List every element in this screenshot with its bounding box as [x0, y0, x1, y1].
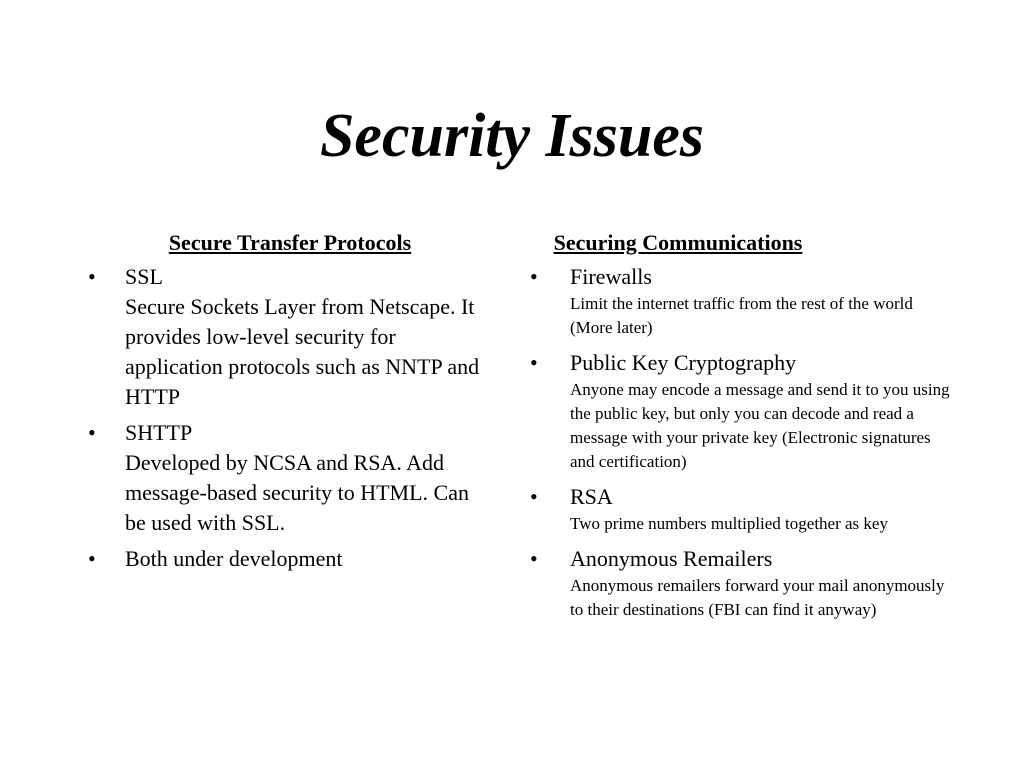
list-item-anonymous-remailers	[530, 544, 950, 622]
item-title: Firewalls	[570, 264, 652, 289]
item-title: Public Key Cryptography	[570, 350, 797, 375]
item-description: Anyone may encode a message and send it to you using the public key, but only you can decode and read a message with your private key (Electronic signatures and certification)	[570, 380, 950, 471]
item-title: RSA	[570, 484, 613, 509]
right-column-heading: Securing Communications	[553, 230, 803, 255]
item-description: Limit the internet traffic from the rest of the world (More later)	[570, 294, 913, 337]
left-bullet-list	[88, 262, 492, 574]
list-item-rsa	[530, 482, 950, 536]
right-bullet-list	[530, 262, 950, 622]
item-description: Anonymous remailers forward your mail anonymously to their destinations (FBI can find it anyway)	[570, 576, 945, 619]
bullet-icon: •	[530, 546, 538, 571]
left-column-heading: Secure Transfer Protocols	[168, 230, 412, 255]
bullet-icon: •	[530, 350, 538, 375]
item-title: Anonymous Remailers	[570, 546, 773, 571]
list-item-both-under-development	[88, 544, 492, 574]
bullet-icon: •	[88, 420, 96, 445]
item-title: Both under development	[125, 546, 343, 571]
left-column	[88, 228, 492, 580]
list-item-firewalls	[530, 262, 950, 340]
right-column	[530, 228, 950, 630]
item-title: SHTTP	[125, 420, 193, 445]
bullet-icon: •	[530, 264, 538, 289]
bullet-icon: •	[88, 546, 96, 571]
bullet-icon: •	[88, 264, 96, 289]
item-description: Secure Sockets Layer from Netscape. It provides low-level security for application protocols such as NNTP and HTTP	[125, 294, 480, 409]
list-item-ssl	[88, 262, 492, 412]
slide-title: Security Issues	[319, 102, 705, 170]
item-title: SSL	[125, 264, 163, 289]
item-description: Developed by NCSA and RSA. Add message-based security to HTML. Can be used with SSL.	[125, 450, 469, 535]
list-item-public-key-cryptography	[530, 348, 950, 474]
bullet-icon: •	[530, 484, 538, 509]
item-description: Two prime numbers multiplied together as key	[570, 514, 888, 533]
list-item-shttp	[88, 418, 492, 538]
